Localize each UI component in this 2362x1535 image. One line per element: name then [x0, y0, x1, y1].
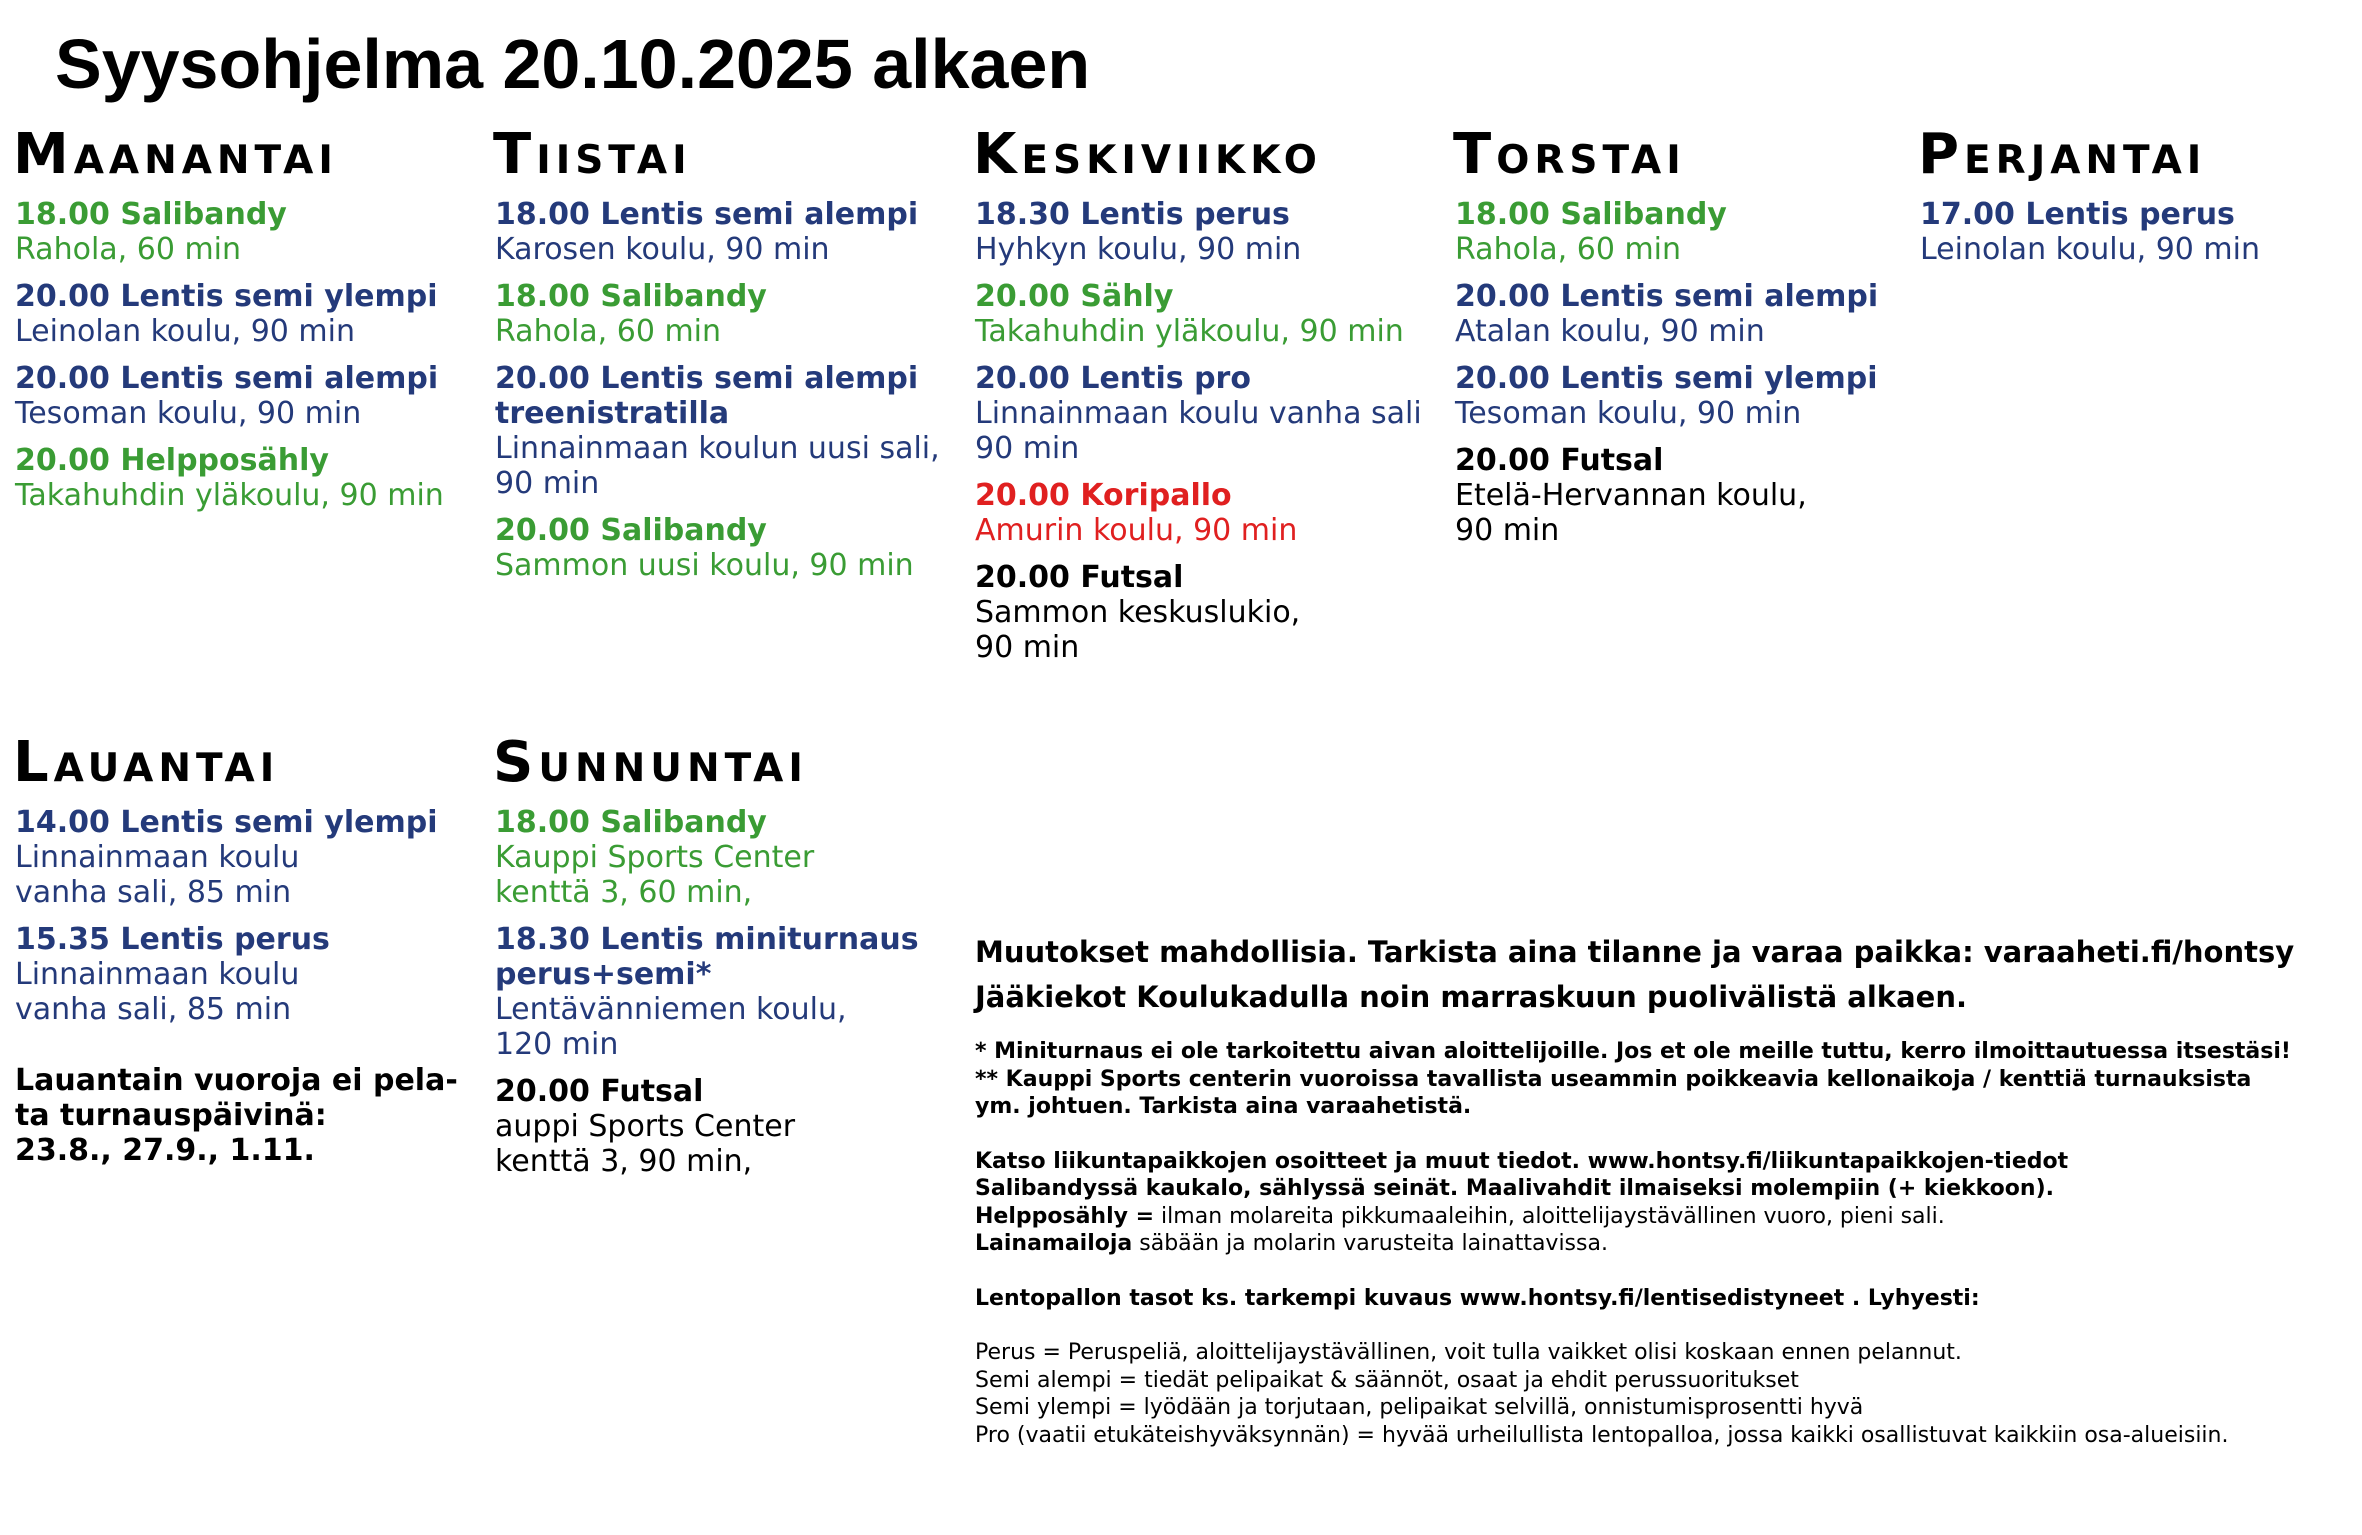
event-title: 20.00 Futsal [1455, 443, 1664, 478]
schedule-item [495, 805, 955, 910]
event-details: Rahola, 60 min [495, 314, 722, 349]
venues-info: Katso liikuntapaikkojen osoitteet ja muut tiedot. www.hontsy.fi/liikuntapaikkojen-tiedot [975, 1148, 2069, 1174]
event-title: perus+semi* [495, 957, 712, 992]
event-title: 20.00 Salibandy [495, 513, 767, 548]
level-description: Perus = Peruspeliä, aloittelijaystävällinen, voit tulla vaikket olisi koskaan ennen pelannut. [975, 1340, 1962, 1365]
schedule-item [15, 805, 475, 910]
schedule-item [495, 513, 955, 583]
event-details: vanha sali, 85 min [15, 992, 292, 1027]
day-sunnuntai [493, 730, 955, 1191]
note-line: ta turnauspäivinä: [15, 1098, 327, 1133]
day-heading: Tiistai [493, 122, 692, 187]
info-main [975, 935, 2355, 1014]
event-details: Amurin koulu, 90 min [975, 513, 1298, 548]
event-details: Linnainmaan koulu vanha sali [975, 396, 1422, 431]
schedule-item [15, 279, 475, 349]
event-details: 90 min [1455, 513, 1560, 548]
event-title: 17.00 Lentis perus [1920, 197, 2235, 232]
event-details: Karosen koulu, 90 min [495, 232, 830, 267]
schedule-item [975, 560, 1435, 665]
info-section [975, 935, 2355, 1449]
schedule-item [1455, 279, 1915, 349]
helpposahly-label: Helpposähly = [975, 1203, 1155, 1229]
level-description: Pro (vaatii etukäteishyväksynnän) = hyvää urheilullista lentopalloa, jossa kaikki osallistuvat kaikkiin osa-alueisiin. [975, 1422, 2229, 1448]
event-title: 18.00 Salibandy [1455, 197, 1727, 232]
schedule-item [975, 478, 1435, 548]
day-perjantai [1918, 122, 2362, 279]
info-details [975, 1038, 2355, 1449]
schedule-item [1920, 197, 2362, 267]
event-details: Linnainmaan koulu [15, 840, 300, 875]
event-details: Tesoman koulu, 90 min [1455, 396, 1802, 431]
event-details: kenttä 3, 60 min, [495, 875, 753, 910]
event-details: Hyhkyn koulu, 90 min [975, 232, 1302, 267]
event-details: Rahola, 60 min [1455, 232, 1682, 267]
level-description: Semi alempi = tiedät pelipaikat & säännöt, osaat ja ehdit perussuoritukset [975, 1367, 1799, 1393]
schedule-item [495, 361, 955, 501]
event-title: 20.00 Lentis semi alempi [1455, 279, 1879, 314]
note-line: Lauantain vuoroja ei pela- [15, 1063, 458, 1098]
event-details: Rahola, 60 min [15, 232, 242, 267]
event-title: 18.00 Salibandy [495, 279, 767, 314]
schedule-item [15, 443, 475, 513]
event-details: Sammon uusi koulu, 90 min [495, 548, 914, 583]
event-title: 20.00 Lentis pro [975, 361, 1251, 396]
footnote: ** Kauppi Sports centerin vuoroissa tavallista useammin poikkeavia kellonaikoja / kenttiä turnauksista [975, 1066, 2252, 1092]
event-details: Etelä-Hervannan koulu, [1455, 478, 1807, 513]
day-heading: Perjantai [1918, 122, 2207, 187]
day-tiistai [493, 122, 955, 595]
schedule-item [1455, 197, 1915, 267]
schedule-item [975, 197, 1435, 267]
event-details: vanha sali, 85 min [15, 875, 292, 910]
event-details: Atalan koulu, 90 min [1455, 314, 1765, 349]
schedule-item [1455, 361, 1915, 431]
day-heading: Sunnuntai [493, 730, 808, 795]
event-title: 15.35 Lentis perus [15, 922, 330, 957]
lainamailoja-label: Lainamailoja [975, 1231, 1133, 1256]
event-title: 20.00 Lentis semi ylempi [1455, 361, 1878, 396]
schedule-item [975, 279, 1435, 349]
event-details: Leinolan koulu, 90 min [1920, 232, 2260, 267]
changes-notice: Muutokset mahdollisia. Tarkista aina tilanne ja varaa paikka: varaaheti.fi/hontsy [975, 935, 2295, 969]
schedule-item [495, 279, 955, 349]
event-title: 20.00 Futsal [975, 560, 1184, 595]
event-title: 18.30 Lentis miniturnaus [495, 922, 919, 957]
event-title: treenistratilla [495, 396, 730, 431]
event-title: 18.00 Lentis semi alempi [495, 197, 919, 232]
event-details: Takahuhdin yläkoulu, 90 min [975, 314, 1404, 349]
levels-heading: Lentopallon tasot ks. tarkempi kuvaus www.hontsy.fi/lentisedistyneet . Lyhyesti: [975, 1285, 1980, 1311]
day-heading: Keskiviikko [973, 122, 1322, 187]
event-title: 14.00 Lentis semi ylempi [15, 805, 438, 840]
schedule-item [15, 361, 475, 431]
schedule-item [975, 361, 1435, 466]
footnote: ym. johtuen. Tarkista aina varaahetistä. [975, 1094, 1472, 1119]
schedule-item [495, 922, 955, 1062]
lainamailoja-info [975, 1230, 2355, 1258]
day-lauantai [13, 730, 475, 1039]
note-line: 23.8., 27.9., 1.11. [15, 1133, 315, 1168]
event-details: Lentävänniemen koulu, [495, 992, 847, 1027]
level-description: Semi ylempi = lyödään ja torjutaan, pelipaikat selvillä, onnistumisprosentti hyvä [975, 1395, 1864, 1420]
event-details: kenttä 3, 90 min, [495, 1144, 753, 1179]
day-heading: Torstai [1453, 122, 1686, 187]
lainamailoja-text: säbään ja molarin varusteita lainattavissa. [1132, 1231, 1608, 1256]
event-title: 20.00 Sähly [975, 279, 1174, 314]
day-maanantai [13, 122, 475, 525]
day-torstai [1453, 122, 1915, 560]
event-details: Sammon keskuslukio, [975, 595, 1301, 630]
event-details: Tesoman koulu, 90 min [15, 396, 362, 431]
event-details: auppi Sports Center [495, 1109, 796, 1144]
event-title: 18.00 Salibandy [15, 197, 287, 232]
hockey-notice: Jääkiekot Koulukadulla noin marraskuun puolivälistä alkaen. [975, 980, 1967, 1014]
event-details: 90 min [495, 466, 600, 501]
event-details: 90 min [975, 431, 1080, 466]
schedule-item [495, 197, 955, 267]
page-title: Syysohjelma 20.10.2025 alkaen [55, 25, 1091, 103]
event-title: 20.00 Lentis semi alempi [495, 361, 919, 396]
day-heading: Maanantai [13, 122, 338, 187]
event-details: Linnainmaan koulun uusi sali, [495, 431, 940, 466]
footnote: * Miniturnaus ei ole tarkoitettu aivan aloittelijoille. Jos et ole meille tuttu, kerro ilmoittautuessa itsestäsi! [975, 1039, 2291, 1064]
event-title: 18.30 Lentis perus [975, 197, 1290, 232]
event-details: 90 min [975, 630, 1080, 665]
day-keskiviikko [973, 122, 1435, 677]
event-details: Leinolan koulu, 90 min [15, 314, 355, 349]
event-title: 20.00 Futsal [495, 1074, 704, 1109]
helpposahly-text: ilman molareita pikkumaaleihin, aloittelijaystävällinen vuoro, pieni sali. [1154, 1203, 1945, 1229]
schedule-item [15, 197, 475, 267]
event-title: 20.00 Lentis semi ylempi [15, 279, 438, 314]
event-details: Takahuhdin yläkoulu, 90 min [15, 478, 444, 513]
schedule-item [1455, 443, 1915, 548]
event-title: 18.00 Salibandy [495, 805, 767, 840]
day-heading: Lauantai [13, 730, 280, 795]
schedule-item [15, 922, 475, 1027]
event-title: 20.00 Helpposähly [15, 443, 329, 478]
event-details: Linnainmaan koulu [15, 957, 300, 992]
event-details: 120 min [495, 1027, 619, 1062]
schedule-item [495, 1074, 955, 1179]
saturday-note [15, 1063, 475, 1168]
helpposahly-info [975, 1203, 2355, 1231]
event-title: 20.00 Koripallo [975, 478, 1232, 513]
event-details: Kauppi Sports Center [495, 840, 815, 875]
rinks-info: Salibandyssä kaukalo, sählyssä seinät. Maalivahdit ilmaiseksi molempiin (+ kiekkoon). [975, 1176, 2054, 1201]
event-title: 20.00 Lentis semi alempi [15, 361, 439, 396]
